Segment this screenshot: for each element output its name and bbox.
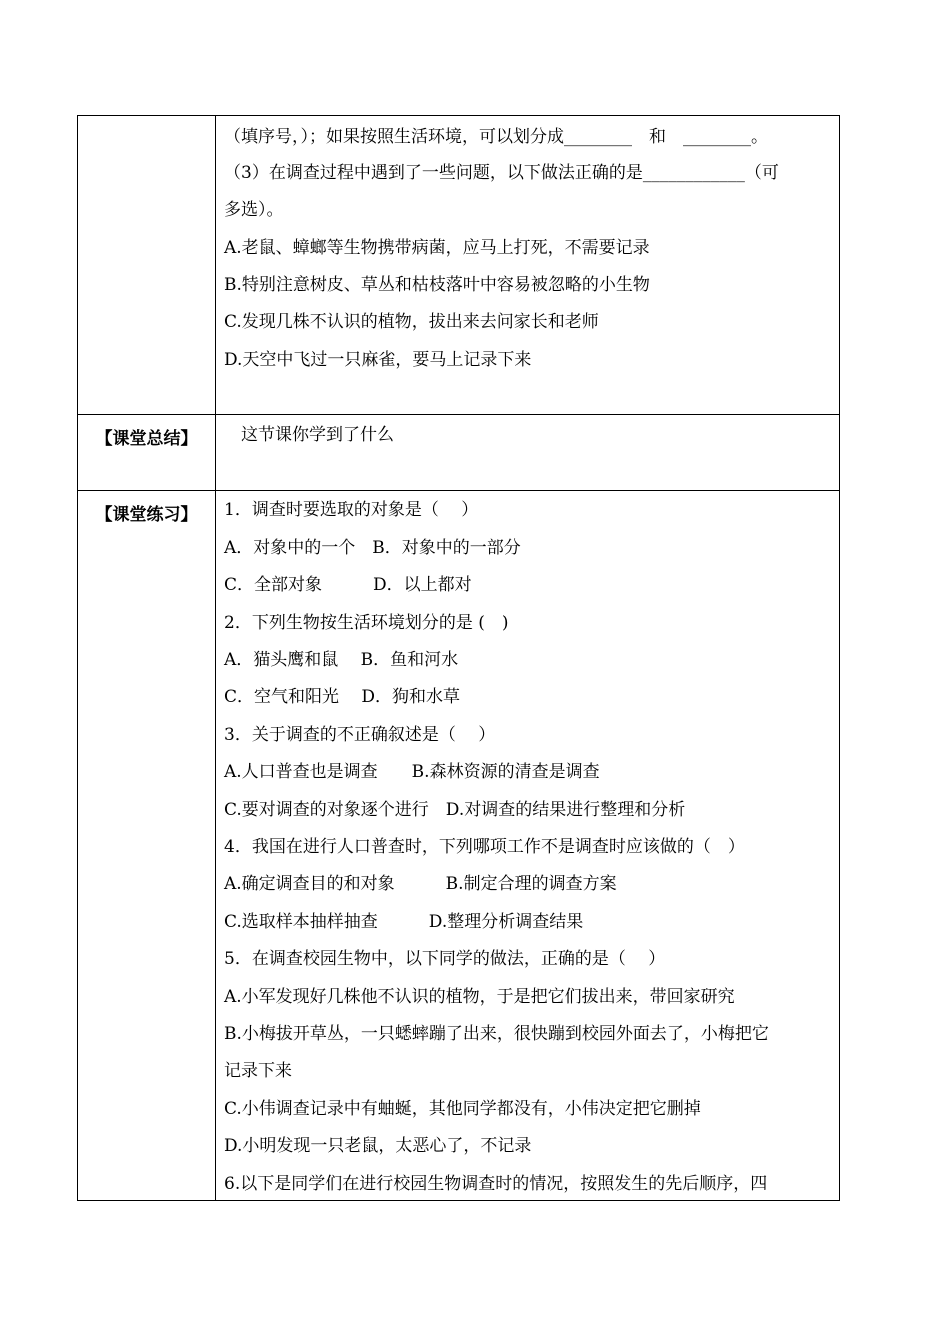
worksheet-table: [77, 115, 840, 1201]
question-line: （3）在调查过程中遇到了一些问题，以下做法正确的是____________（可: [224, 163, 779, 183]
column-divider: [215, 116, 216, 1200]
practice-line: 6.以下是同学们在进行校园生物调查时的情况，按照发生的先后顺序，四: [224, 1174, 768, 1194]
practice-line: A．猫头鹰和鼠 B．鱼和河水: [224, 650, 459, 670]
row-divider-1: [78, 414, 839, 415]
practice-label: 【课堂练习】: [95, 505, 198, 525]
option-b-line: B.特别注意树皮、草丛和枯枝落叶中容易被忽略的小生物: [224, 275, 650, 295]
practice-line: A．对象中的一个 B．对象中的一部分: [224, 538, 521, 558]
practice-line: 3．关于调查的不正确叙述是（ ）: [224, 725, 496, 745]
practice-line: 4．我国在进行人口普查时，下列哪项工作不是调查时应该做的（ ）: [224, 837, 745, 857]
practice-line: A.确定调查目的和对象 B.制定合理的调查方案: [224, 874, 617, 894]
practice-line: A.人口普查也是调查 B.森林资源的清查是调查: [224, 762, 600, 782]
option-c-line: C.发现几株不认识的植物，拔出来去问家长和老师: [224, 312, 599, 332]
practice-line: 2．下列生物按生活环境划分的是 ( ): [224, 613, 509, 633]
option-d-line: D.天空中飞过一只麻雀，要马上记录下来: [224, 350, 532, 370]
practice-line: D.小明发现一只老鼠，太恶心了，不记录: [224, 1136, 532, 1156]
practice-line: C.选取样本抽样抽查 D.整理分析调查结果: [224, 912, 584, 932]
practice-line: B.小梅拔开草丛，一只蟋蟀蹦了出来，很快蹦到校园外面去了，小梅把它: [224, 1024, 769, 1044]
practice-line: C.要对调查的对象逐个进行 D.对调查的结果进行整理和分析: [224, 800, 686, 820]
practice-line: 1．调查时要选取的对象是（ ）: [224, 500, 479, 520]
summary-text: 这节课你学到了什么: [241, 425, 394, 445]
practice-line: 5．在调查校园生物中，以下同学的做法，正确的是（ ）: [224, 949, 666, 969]
practice-line: C．空气和阳光 D．狗和水草: [224, 687, 461, 707]
question-line: （填序号，）；如果按照生活环境，可以划分成________ 和 ________。: [224, 127, 768, 147]
option-a-line: A.老鼠、蟑螂等生物携带病菌，应马上打死，不需要记录: [224, 238, 650, 258]
practice-line: C.小伟调查记录中有蚰蜒，其他同学都没有，小伟决定把它删掉: [224, 1099, 701, 1119]
row-divider-2: [78, 490, 839, 491]
practice-line: C．全部对象 D．以上都对: [224, 575, 472, 595]
practice-line: A.小军发现好几株他不认识的植物，于是把它们拔出来，带回家研究: [224, 987, 735, 1007]
question-line: 多选）。: [224, 200, 284, 220]
practice-line: 记录下来: [224, 1061, 292, 1081]
summary-label: 【课堂总结】: [95, 429, 198, 449]
